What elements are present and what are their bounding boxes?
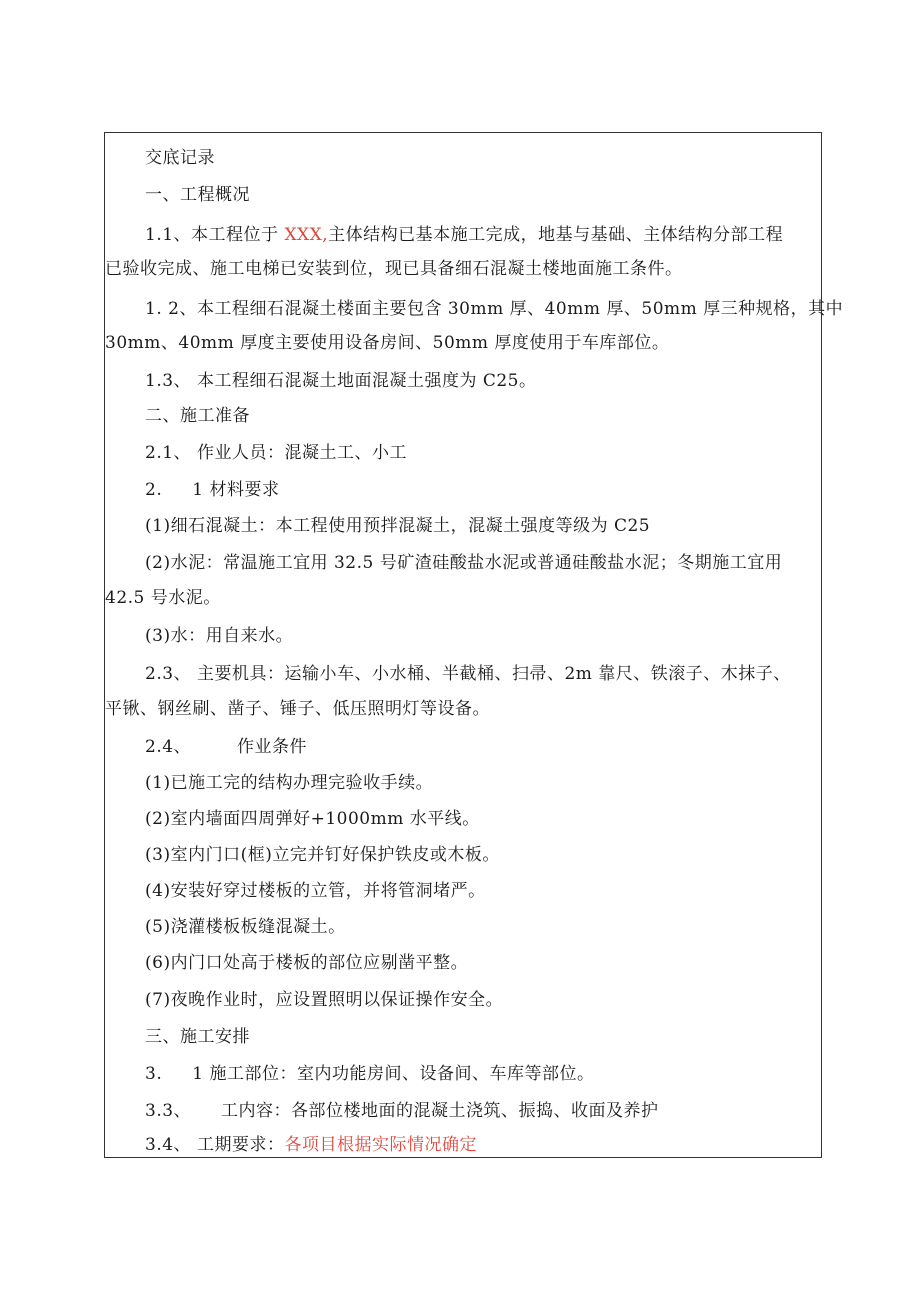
paragraph-2-1: 2.1、 作业人员：混凝土工、小工 <box>145 443 407 463</box>
item-label: 3.4、 工期要求： <box>145 1135 285 1155</box>
item-text: 作业条件 <box>237 737 308 757</box>
record-title: 交底记录 <box>145 148 215 168</box>
item-number: 3.3、 <box>145 1101 192 1121</box>
item-text: 1 施工部位：室内功能房间、设备间、车库等部位。 <box>192 1064 595 1084</box>
paragraph-1-3: 1.3、 本工程细石混凝土地面混凝土强度为 C25。 <box>145 371 537 391</box>
condition-item-4: (4)安装好穿过楼板的立管，并将管洞堵严。 <box>145 881 486 901</box>
paragraph-1-1-line-2: 已验收完成、施工电梯已安装到位，现已具备细石混凝土楼地面施工条件。 <box>105 259 683 279</box>
section-3-heading: 三、施工安排 <box>145 1027 250 1047</box>
item-text: 1 材料要求 <box>192 480 280 500</box>
condition-item-2: (2)室内墙面四周弹好+1000mm 水平线。 <box>145 809 480 829</box>
material-item-2-line-1: (2)水泥：常温施工宜用 32.5 号矿渣硅酸盐水泥或普通硅酸盐水泥；冬期施工宜用 <box>145 553 783 573</box>
material-item-3: (3)水：用自来水。 <box>145 626 294 646</box>
condition-item-6: (6)内门口处高于楼板的部位应剔凿平整。 <box>145 953 469 973</box>
paragraph-1-1-line-1 <box>105 225 821 245</box>
condition-item-7: (7)夜晚作业时，应设置照明以保证操作安全。 <box>145 990 504 1010</box>
paragraph-1-2-line-1: 1. 2、本工程细石混凝土楼面主要包含 30mm 厚、40mm 厚、50mm 厚三种规格，其中 <box>145 299 844 319</box>
material-item-2-line-2: 42.5 号水泥。 <box>105 588 221 608</box>
material-item-1: (1)细石混凝土：本工程使用预拌混凝土，混凝土强度等级为 C25 <box>145 516 651 536</box>
condition-item-5: (5)浇灌楼板板缝混凝土。 <box>145 917 346 937</box>
paragraph-2-2 <box>105 480 821 500</box>
paragraph-3-4 <box>105 1135 821 1155</box>
paragraph-2-4 <box>105 737 821 757</box>
item-number: 2.4、 <box>145 737 192 757</box>
paragraph-3-3 <box>105 1101 821 1121</box>
condition-item-1: (1)已施工完的结构办理完验收手续。 <box>145 773 434 793</box>
text: 1.1、本工程位于 <box>145 225 285 245</box>
paragraph-3-1 <box>105 1064 821 1084</box>
section-1-heading: 一、工程概况 <box>145 185 250 205</box>
item-number: 2. <box>145 480 163 500</box>
condition-item-3: (3)室内门口(框)立完并钉好保护铁皮或木板。 <box>145 845 500 865</box>
disclosure-record-box <box>104 132 844 1158</box>
paragraph-2-3-line-1: 2.3、 主要机具：运输小车、小水桶、半截桶、扫帚、2m 靠尺、铁滚子、木抹子、 <box>145 664 791 684</box>
paragraph-1-2-line-2: 30mm、40mm 厚度主要使用设备房间、50mm 厚度使用于车库部位。 <box>105 333 670 353</box>
text: 主体结构已基本施工完成，地基与基础、主体结构分部工程 <box>328 225 784 245</box>
paragraph-2-3-line-2: 平锹、钢丝刷、凿子、锤子、低压照明灯等设备。 <box>105 699 490 719</box>
schedule-placeholder: 各项目根据实际情况确定 <box>284 1135 477 1155</box>
location-placeholder: XXX, <box>284 225 329 245</box>
item-number: 3. <box>145 1064 163 1084</box>
section-2-heading: 二、施工准备 <box>145 406 250 426</box>
item-text: 工内容：各部位楼地面的混凝土浇筑、振捣、收面及养护 <box>221 1101 659 1121</box>
